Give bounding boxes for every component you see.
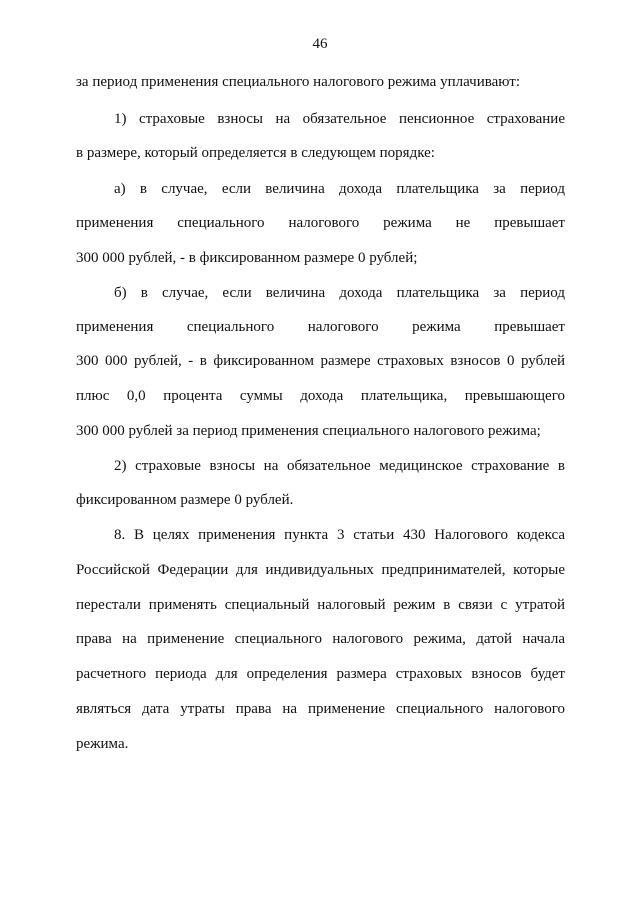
text-line: применения специального налогового режима превышает xyxy=(76,319,565,335)
text-line: б) в случае, если величина дохода плательщика за период xyxy=(114,285,565,301)
text-line: а) в случае, если величина дохода плательщика за период xyxy=(114,181,565,197)
text-line: 300 000 рублей, - в фиксированном размере страховых взносов 0 рублей xyxy=(76,353,565,369)
text-line: 1) страховые взносы на обязательное пенсионное страхование xyxy=(114,111,565,127)
text-line: в размере, который определяется в следующем порядке: xyxy=(76,145,435,161)
text-line: расчетного периода для определения размера страховых взносов будет xyxy=(76,666,565,682)
text-line: плюс 0,0 процента суммы дохода плательщика, превышающего xyxy=(76,388,565,404)
text-line: являться дата утраты права на применение специального налогового xyxy=(76,701,565,717)
text-line: 2) страховые взносы на обязательное медицинское страхование в xyxy=(114,458,565,474)
text-line: 8. В целях применения пункта 3 статьи 430 Налогового кодекса xyxy=(114,527,565,543)
text-line: перестали применять специальный налоговый режим в связи с утратой xyxy=(76,597,565,613)
text-line: за период применения специального налогового режима уплачивают: xyxy=(76,74,521,90)
text-line: 300 000 рублей за период применения специального налогового режима; xyxy=(76,423,541,439)
text-line: 300 000 рублей, - в фиксированном размере 0 рублей; xyxy=(76,250,418,266)
text-line: режима. xyxy=(76,736,129,752)
text-line: права на применение специального налогового режима, датой начала xyxy=(76,631,565,647)
text-line: фиксированном размере 0 рублей. xyxy=(76,492,294,508)
text-line: применения специального налогового режима не превышает xyxy=(76,215,565,231)
text-line: Российской Федерации для индивидуальных предпринимателей, которые xyxy=(76,562,565,578)
page-number: 46 xyxy=(312,36,328,52)
